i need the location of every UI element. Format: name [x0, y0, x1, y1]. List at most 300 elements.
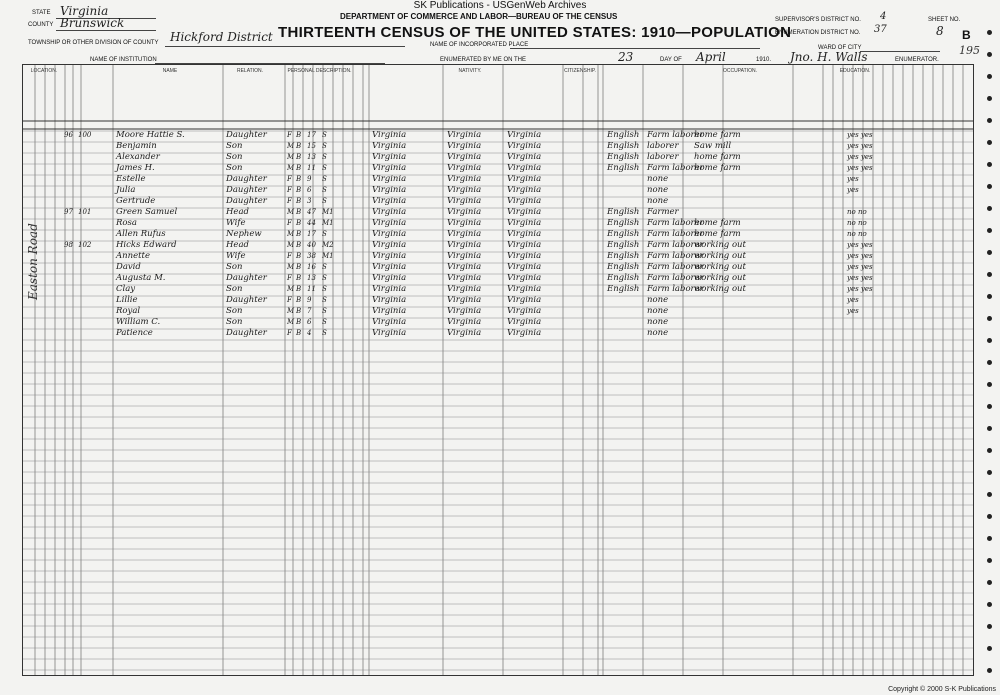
enumerated-label: ENUMERATED BY ME ON THE: [440, 57, 527, 63]
cell-mother: Virginia: [507, 152, 542, 162]
cell-trade: Farm laborer: [647, 240, 704, 250]
census-rows: [22, 130, 972, 430]
cell-trade: Farm laborer: [647, 251, 704, 261]
county-label: COUNTY: [28, 22, 54, 28]
cell-marital: S: [322, 175, 327, 183]
binder-hole: [987, 580, 992, 585]
cell-father: Virginia: [447, 295, 482, 305]
cell-name: James H.: [116, 163, 155, 173]
cell-name: Patience: [116, 328, 153, 338]
table-row: [22, 328, 972, 339]
cell-language: [607, 328, 647, 339]
cell-sex: M: [287, 263, 295, 271]
cell-birth: Virginia: [372, 317, 407, 327]
cell-family: 101: [78, 208, 92, 216]
cell-trade: Farm laborer: [647, 284, 704, 294]
cell-dwelling: [64, 218, 78, 229]
table-row: [22, 251, 972, 262]
cell-trade: none: [647, 174, 669, 184]
cell-sex: F: [287, 197, 292, 205]
cell-language: English: [607, 163, 640, 173]
col-relation: RELATION.: [236, 68, 264, 74]
cell-dwelling: [64, 163, 78, 174]
cell-industry: working out: [694, 240, 746, 250]
cell-name: Augusta M.: [116, 273, 166, 283]
cell-father: Virginia: [447, 207, 482, 217]
cell-dwelling: [64, 295, 78, 306]
cell-dwelling: [64, 328, 78, 339]
cell-dwelling: [64, 284, 78, 295]
binder-hole: [987, 206, 992, 211]
table-row: [22, 284, 972, 295]
cell-mother: Virginia: [507, 306, 542, 316]
cell-relation: Son: [226, 284, 243, 294]
cell-race: B: [296, 296, 302, 304]
cell-father: Virginia: [447, 262, 482, 272]
enumerator-label: ENUMERATOR.: [895, 57, 939, 63]
binder-hole: [987, 338, 992, 343]
cell-name: William C.: [116, 317, 161, 327]
cell-age: 6: [307, 186, 312, 194]
cell-birth: Virginia: [372, 240, 407, 250]
cell-family: [78, 152, 96, 163]
cell-relation: Daughter: [226, 174, 267, 184]
cell-race: B: [296, 131, 302, 139]
township-label: TOWNSHIP OR OTHER DIVISION OF COUNTY: [28, 40, 159, 46]
cell-relation: Son: [226, 262, 243, 272]
cell-edu: yes: [847, 186, 859, 194]
cell-mother: Virginia: [507, 273, 542, 283]
cell-relation: Son: [226, 141, 243, 151]
cell-race: B: [296, 208, 302, 216]
cell-dwelling: 98: [64, 241, 73, 249]
cell-name: Lillie: [116, 295, 138, 305]
cell-language: English: [607, 141, 640, 151]
cell-marital: S: [322, 318, 327, 326]
table-row: [22, 306, 972, 317]
cell-name: Julia: [116, 185, 136, 195]
archive-banner: SK Publications - USGenWeb Archives: [413, 0, 587, 11]
binder-hole: [987, 558, 992, 563]
cell-age: 17: [307, 230, 316, 238]
cell-birth: Virginia: [372, 251, 407, 261]
cell-family: [78, 317, 96, 328]
cell-mother: Virginia: [507, 295, 542, 305]
cell-language: English: [607, 262, 640, 272]
cell-dwelling: 97: [64, 208, 73, 216]
cell-edu: yes yes: [847, 274, 873, 282]
cell-father: Virginia: [447, 196, 482, 206]
cell-marital: S: [322, 197, 327, 205]
cell-father: Virginia: [447, 174, 482, 184]
cell-marital: S: [322, 274, 327, 282]
cell-father: Virginia: [447, 141, 482, 151]
binder-hole: [987, 646, 992, 651]
cell-sex: F: [287, 131, 292, 139]
cell-family: [78, 295, 96, 306]
cell-birth: Virginia: [372, 262, 407, 272]
cell-marital: S: [322, 307, 327, 315]
table-row: [22, 130, 972, 141]
cell-mother: Virginia: [507, 240, 542, 250]
cell-birth: Virginia: [372, 295, 407, 305]
cell-race: B: [296, 230, 302, 238]
cell-trade: Farm laborer: [647, 262, 704, 272]
cell-birth: Virginia: [372, 328, 407, 338]
department-line: DEPARTMENT OF COMMERCE AND LABOR—BUREAU OF THE CENSUS: [340, 12, 618, 21]
institution-label: NAME OF INSTITUTION: [90, 57, 157, 63]
cell-mother: Virginia: [507, 130, 542, 140]
cell-language: English: [607, 251, 640, 261]
binder-hole: [987, 96, 992, 101]
binder-hole: [987, 294, 992, 299]
cell-trade: Farmer: [647, 207, 679, 217]
cell-age: 13: [307, 274, 316, 282]
cell-edu: yes: [847, 296, 859, 304]
cell-family: [78, 141, 96, 152]
cell-name: Rosa: [116, 218, 137, 228]
cell-father: Virginia: [447, 240, 482, 250]
page-mark: 195: [959, 44, 980, 57]
cell-family: [78, 218, 96, 229]
cell-race: B: [296, 197, 302, 205]
cell-dwelling: [64, 306, 78, 317]
cell-age: 40: [307, 241, 316, 249]
cell-family: [78, 328, 96, 339]
ward-label: WARD OF CITY: [818, 45, 862, 51]
cell-birth: Virginia: [372, 284, 407, 294]
cell-name: Hicks Edward: [116, 240, 177, 250]
cell-sex: M: [287, 230, 295, 238]
cell-sex: M: [287, 307, 295, 315]
cell-language: English: [607, 130, 640, 140]
cell-father: Virginia: [447, 185, 482, 195]
cell-marital: S: [322, 164, 327, 172]
cell-industry: home farm: [694, 130, 741, 140]
cell-language: [607, 174, 647, 185]
cell-name: Royal: [116, 306, 141, 316]
binder-hole: [987, 514, 992, 519]
col-personal: PERSONAL DESCRIPTION.: [287, 68, 352, 74]
table-row: [22, 229, 972, 240]
cell-edu: yes yes: [847, 241, 873, 249]
cell-birth: Virginia: [372, 306, 407, 316]
cell-family: [78, 306, 96, 317]
cell-race: B: [296, 329, 302, 337]
table-row: [22, 207, 972, 218]
cell-sex: M: [287, 142, 295, 150]
cell-age: 44: [307, 219, 316, 227]
cell-age: 15: [307, 142, 316, 150]
cell-age: 6: [307, 318, 312, 326]
cell-industry: [694, 174, 754, 185]
cell-age: 47: [307, 208, 316, 216]
cell-trade: none: [647, 196, 669, 206]
cell-edu: yes yes: [847, 252, 873, 260]
cell-sex: M: [287, 285, 295, 293]
cell-name: Alexander: [116, 152, 160, 162]
cell-sex: F: [287, 252, 292, 260]
cell-race: B: [296, 219, 302, 227]
cell-father: Virginia: [447, 284, 482, 294]
cell-mother: Virginia: [507, 317, 542, 327]
binder-hole: [987, 30, 992, 35]
cell-dwelling: [64, 141, 78, 152]
cell-race: B: [296, 241, 302, 249]
cell-family: [78, 163, 96, 174]
table-row: [22, 185, 972, 196]
cell-relation: Daughter: [226, 328, 267, 338]
census-title: THIRTEENTH CENSUS OF THE UNITED STATES: 1910—POPULATION: [278, 24, 792, 41]
cell-industry: working out: [694, 273, 746, 283]
cell-industry: [694, 317, 754, 328]
cell-language: English: [607, 152, 640, 162]
cell-age: 3: [307, 197, 312, 205]
cell-edu: no no: [847, 208, 867, 216]
binder-hole: [987, 448, 992, 453]
cell-relation: Son: [226, 317, 243, 327]
cell-mother: Virginia: [507, 229, 542, 239]
cell-relation: Wife: [226, 218, 246, 228]
cell-birth: Virginia: [372, 207, 407, 217]
cell-edu: yes yes: [847, 164, 873, 172]
cell-marital: M1: [322, 219, 334, 227]
cell-marital: S: [322, 263, 327, 271]
cell-industry: home farm: [694, 218, 741, 228]
cell-father: Virginia: [447, 163, 482, 173]
cell-relation: Nephew: [226, 229, 262, 239]
cell-race: B: [296, 252, 302, 260]
sheet-value: 8: [936, 24, 944, 38]
cell-age: 38: [307, 252, 316, 260]
cell-marital: M2: [322, 241, 334, 249]
cell-race: B: [296, 263, 302, 271]
cell-age: 16: [307, 263, 316, 271]
cell-age: 4: [307, 329, 312, 337]
cell-father: Virginia: [447, 152, 482, 162]
table-row: [22, 240, 972, 251]
cell-dwelling: 96: [64, 131, 73, 139]
cell-father: Virginia: [447, 130, 482, 140]
cell-birth: Virginia: [372, 185, 407, 195]
cell-family: [78, 262, 96, 273]
cell-mother: Virginia: [507, 328, 542, 338]
cell-dwelling: [64, 152, 78, 163]
table-row: [22, 262, 972, 273]
cell-father: Virginia: [447, 251, 482, 261]
cell-birth: Virginia: [372, 141, 407, 151]
table-row: [22, 152, 972, 163]
cell-relation: Son: [226, 163, 243, 173]
cell-relation: Head: [226, 240, 249, 250]
cell-name: David: [116, 262, 141, 272]
cell-family: [78, 229, 96, 240]
cell-edu: [847, 317, 897, 328]
enumerator-name: Jno. H. Walls: [790, 50, 868, 64]
cell-father: Virginia: [447, 218, 482, 228]
cell-sex: M: [287, 153, 295, 161]
cell-marital: S: [322, 296, 327, 304]
cell-relation: Son: [226, 152, 243, 162]
cell-name: Annette: [116, 251, 150, 261]
binder-hole: [987, 624, 992, 629]
cell-language: [607, 196, 647, 207]
table-row: [22, 295, 972, 306]
cell-mother: Virginia: [507, 251, 542, 261]
cell-sex: F: [287, 329, 292, 337]
cell-relation: Daughter: [226, 295, 267, 305]
cell-language: [607, 306, 647, 317]
binder-hole: [987, 602, 992, 607]
cell-edu: yes yes: [847, 153, 873, 161]
cell-marital: S: [322, 285, 327, 293]
supervisor-label: SUPERVISOR'S DISTRICT NO.: [775, 17, 861, 23]
binder-hole: [987, 668, 992, 673]
cell-mother: Virginia: [507, 262, 542, 272]
cell-name: Clay: [116, 284, 136, 294]
cell-family: [78, 174, 96, 185]
cell-name: Green Samuel: [116, 207, 178, 217]
binder-hole: [987, 272, 992, 277]
cell-language: English: [607, 273, 640, 283]
table-row: [22, 174, 972, 185]
cell-family: [78, 284, 96, 295]
cell-marital: S: [322, 142, 327, 150]
cell-industry: working out: [694, 284, 746, 294]
cell-race: B: [296, 175, 302, 183]
cell-dwelling: [64, 185, 78, 196]
side-road-note: Easton Road: [26, 223, 40, 300]
cell-race: B: [296, 285, 302, 293]
cell-birth: Virginia: [372, 130, 407, 140]
cell-father: Virginia: [447, 328, 482, 338]
cell-trade: none: [647, 306, 669, 316]
cell-dwelling: [64, 262, 78, 273]
binder-hole: [987, 426, 992, 431]
sheet-label: SHEET NO.: [928, 17, 961, 23]
cell-dwelling: [64, 229, 78, 240]
cell-birth: Virginia: [372, 163, 407, 173]
cell-race: B: [296, 142, 302, 150]
cell-trade: Farm laborer: [647, 163, 704, 173]
cell-industry: [694, 207, 754, 218]
cell-industry: working out: [694, 262, 746, 272]
cell-age: 7: [307, 307, 312, 315]
table-row: [22, 218, 972, 229]
cell-industry: [694, 306, 754, 317]
cell-industry: [694, 328, 754, 339]
cell-father: Virginia: [447, 317, 482, 327]
binder-hole: [987, 228, 992, 233]
enum-district-label: ENUMERATION DISTRICT NO.: [775, 30, 861, 36]
cell-trade: laborer: [647, 141, 679, 151]
cell-edu: no no: [847, 230, 867, 238]
cell-father: Virginia: [447, 306, 482, 316]
cell-race: B: [296, 307, 302, 315]
cell-family: [78, 273, 96, 284]
binder-hole: [987, 250, 992, 255]
cell-sex: M: [287, 164, 295, 172]
cell-trade: Farm laborer: [647, 130, 704, 140]
cell-industry: [694, 185, 754, 196]
cell-sex: F: [287, 219, 292, 227]
col-name: NAME: [162, 68, 178, 74]
cell-trade: none: [647, 328, 669, 338]
binder-hole: [987, 470, 992, 475]
cell-edu: yes: [847, 175, 859, 183]
cell-dwelling: [64, 196, 78, 207]
cell-trade: none: [647, 317, 669, 327]
col-education: EDUCATION.: [839, 68, 871, 74]
cell-edu: yes: [847, 307, 859, 315]
table-row: [22, 141, 972, 152]
cell-mother: Virginia: [507, 218, 542, 228]
binder-hole: [987, 52, 992, 57]
cell-sex: M: [287, 208, 295, 216]
cell-language: English: [607, 240, 640, 250]
sheet-letter: B: [962, 28, 971, 42]
cell-mother: Virginia: [507, 185, 542, 195]
table-row: [22, 317, 972, 328]
binder-hole: [987, 316, 992, 321]
cell-name: Estelle: [116, 174, 146, 184]
cell-race: B: [296, 164, 302, 172]
cell-trade: Farm laborer: [647, 218, 704, 228]
cell-relation: Daughter: [226, 130, 267, 140]
cell-relation: Son: [226, 306, 243, 316]
cell-dwelling: [64, 317, 78, 328]
state-value: Virginia: [60, 4, 109, 18]
cell-industry: home farm: [694, 163, 741, 173]
col-occupation: OCCUPATION.: [723, 68, 757, 74]
cell-language: English: [607, 207, 640, 217]
county-value: Brunswick: [60, 16, 125, 30]
cell-trade: Farm laborer: [647, 229, 704, 239]
cell-marital: S: [322, 131, 327, 139]
cell-language: [607, 185, 647, 196]
col-citizenship: CITIZENSHIP.: [564, 68, 596, 74]
cell-race: B: [296, 274, 302, 282]
cell-industry: Saw mill: [694, 141, 732, 151]
table-row: [22, 163, 972, 174]
cell-race: B: [296, 186, 302, 194]
cell-family: 102: [78, 241, 92, 249]
cell-name: Allen Rufus: [116, 229, 166, 239]
cell-marital: S: [322, 329, 327, 337]
cell-marital: S: [322, 230, 327, 238]
cell-name: Gertrude: [116, 196, 156, 206]
cell-relation: Wife: [226, 251, 246, 261]
cell-edu: yes yes: [847, 263, 873, 271]
cell-age: 9: [307, 296, 312, 304]
binder-hole: [987, 74, 992, 79]
copyright-notice: Copyright © 2000 S-K Publications: [888, 686, 996, 693]
cell-sex: F: [287, 175, 292, 183]
cell-sex: F: [287, 296, 292, 304]
enum-district-value: 37: [874, 24, 887, 35]
cell-age: 17: [307, 131, 316, 139]
cell-family: [78, 185, 96, 196]
cell-mother: Virginia: [507, 207, 542, 217]
cell-mother: Virginia: [507, 174, 542, 184]
cell-relation: Daughter: [226, 185, 267, 195]
cell-edu: yes yes: [847, 142, 873, 150]
cell-age: 13: [307, 153, 316, 161]
cell-industry: home farm: [694, 229, 741, 239]
state-label: STATE: [32, 10, 51, 16]
cell-birth: Virginia: [372, 273, 407, 283]
binder-hole: [987, 536, 992, 541]
